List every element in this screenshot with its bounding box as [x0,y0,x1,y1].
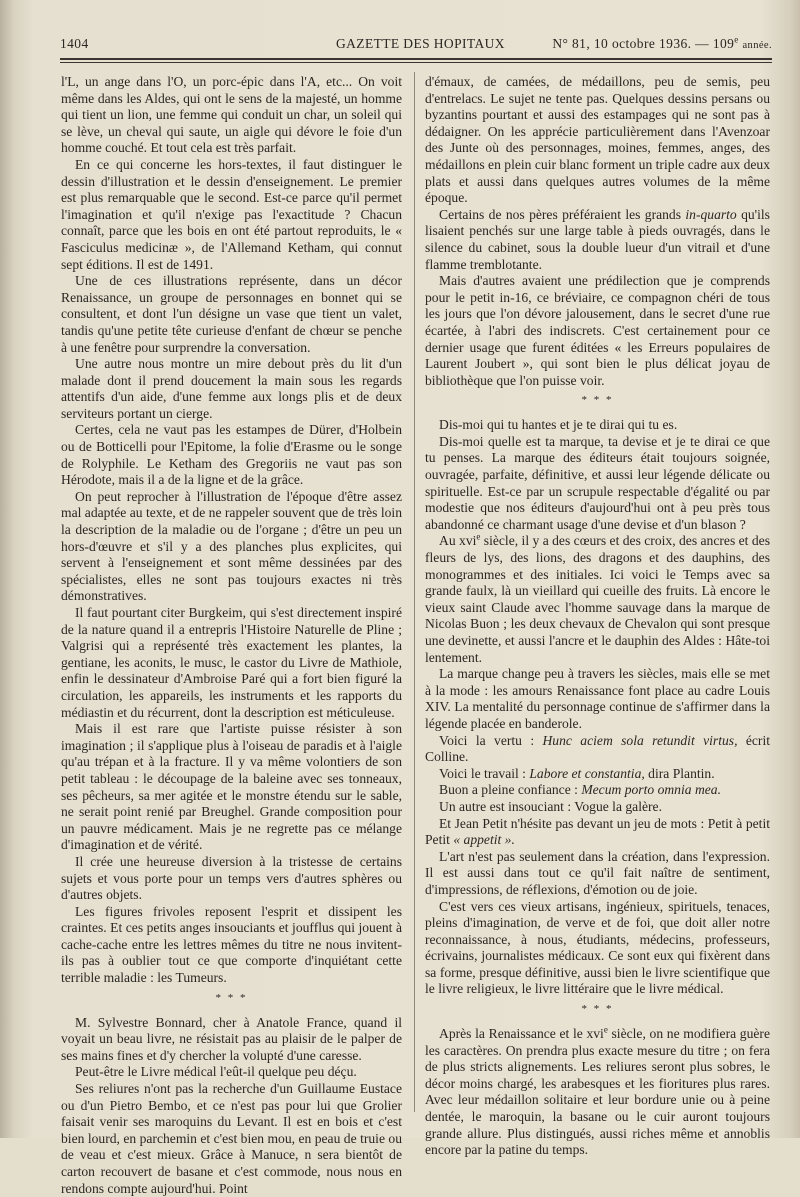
paragraph: La marque change peu à travers les siècles, mais elle se met à la mode : les amours Renaissance font place au cadre Louis XIV. La mentalité du personnage continue de s'affirmer dans la légende placée en banderole. [425,666,770,731]
paragraph: Certains de nos pères préféraient les grands in-quarto qu'ils lisaient penchés sur une large table à pieds ouvragés, dans le silence du cabinet, sous la double lueur d'un vitrail et d'une flamme tremblotante. [425,206,770,272]
paragraph: Dis-moi quelle est ta marque, ta devise et je te dirai ce que tu penses. La marque des éditeurs était toujours soignée, ouvragée, parfaite, définitive, et aussi leur légende délicate ou spirituelle. Est-ce par un scrupule respectable d'égalité ou par modestie que nos éditeurs d'aujourd'hui ont à peu près tous abandonné ce charmant usage d'une devise et d'un blason ? [425,433,770,532]
paragraph: Certes, cela ne vaut pas les estampes de Dürer, d'Holbein ou de Botticelli pour l'Epitome, la folie d'Erasme ou le songe de Rolyphile. Le Ketham des Gregoriis ne vaut pas son Hérodote, mais il a de la ligne et de la grâce. [61,422,402,488]
paragraph: Et Jean Petit n'hésite pas devant un jeu de mots : Petit à petit Petit « appetit ». [425,815,770,848]
left-column [61,74,402,1197]
paragraph: Voici la vertu : Hunc aciem sola retundit virtus, écrit Colline. [425,732,770,765]
paragraph: M. Sylvestre Bonnard, cher à Anatole France, quand il voyait un beau livre, ne résistait pas au plaisir de le palper de ses mains fines et d'y chercher la volupté d'une caresse. [61,1014,402,1063]
paragraph: Il faut pourtant citer Burgkeim, qui s'est directement inspiré de la nature quand il a entrepris l'Histoire Naturelle de Pline ; Valgrisi qui a représenté très exactement les plantes, la gentiane, les aconits, le musc, le castor du Livre de Mathiole, enfin le dessinateur d'Ambroise Paré qui a fort bien figuré la circulation, les appareils, les instruments et les rapports du médiastin et du récurrent, dont la description est méticuleuse. [61,605,402,720]
paragraph: Dis-moi qui tu hantes et je te dirai qui tu es. [439,417,678,433]
paragraph: Il crée une heureuse diversion à la tristesse de certains sujets et vous porte pour un temps vers d'autres sphères ou d'autres objets. [61,853,402,903]
issue-info: N° 81, 10 octobre 1936. — 109e année. [552,34,772,51]
paragraph: Un autre est insouciant : Vogue la galère. [439,798,662,814]
paragraph: Une autre nous montre un mire debout près du lit d'un malade dont il prend doucement la main sous les regards attentifs d'un aide, d'une femme aux longs plis et de deux serviteurs portant un cierge. [61,356,402,421]
section-separator: * * * [215,991,248,1004]
paragraph: Peut-être le Livre médical l'eût-il quelque peu déçu. [75,1064,357,1080]
paragraph: Les figures frivoles reposent l'esprit et dissipent les craintes. Et ces petits anges insouciants et joufflus qui jouent à cache-cache entre les lettres mêmes du titre ne nous invitent-ils pas à oublier tout ce que comporte d'inquiétant cette terrible maladie : les Tumeurs. [61,903,402,986]
journal-title: GAZETTE DES HOPITAUX [336,36,505,51]
paragraph: Mais il est rare que l'artiste puisse résister à son imagination ; il s'applique plus à l'oiseau de paradis et à l'aigle qu'au trépan et à la fracture. Il y va même volontiers de son petit tableau : le découpage de la baleine avec ses tonneaux, ses pêcheurs, sa mer agitée et le monstre étendu sur le sable, ne serait point renié par Breughel. Grande composition pour un pauvre médicament. Mais je ne regrette pas ce mélange d'imagination et de vérité. [61,721,402,853]
header-rule [60,58,772,60]
page-number: 1404 [60,36,89,51]
right-column [425,74,770,1159]
paragraph: L'art n'est pas seulement dans la création, dans l'expression. Il est aussi dans tout ce qu'il fait naître de sentiment, d'impressions, de réflexions, d'émotion ou de joie. [425,848,770,897]
paragraph: Voici le travail : Labore et constantia, dira Plantin. [439,765,715,781]
section-separator: * * * [581,394,614,407]
paragraph: Mais d'autres avaient une prédilection que je comprends pour le petit in-16, ce bréviaire, ce compagnon chéri de tous les jours que l'on dévore jalousement, dans le secret d'une rue écartée, à l'abri des indiscrets. C'est certainement pour ce dernier usage que furent éditées « les Erreurs populaires de Laurent Joubert », qui sont bien le plus délicat joyau de bibliothèque que l'on puisse voir. [425,273,770,388]
paragraph: En ce qui concerne les hors-textes, il faut distinguer le dessin d'illustration et le dessin d'enseignement. Le premier est plus remarquable que le second. Est-ce parce qu'il permet l'imagination et qu'il n'exige pas l'exactitude ? Chacun connaît, parce que les bois en ont été partout reproduits, le « Fasciculus medicinæ », de l'Allemand Ketham, qui connut sept éditions. Il est de 1491. [61,156,402,272]
paragraph: Une de ces illustrations représente, dans un décor Renaissance, un groupe de personnages en bonnet qui se consultent, et dont l'un désigne un vase que tient un valet, tandis qu'une petite tête curieuse d'enfant de chœur se penche à une fenêtre pour surprendre la conversation. [61,273,402,355]
paragraph: d'émaux, de camées, de médaillons, peu de semis, peu d'entrelacs. Le sujet ne tente pas. Quelques dessins persans ou byzantins pourtant et aussi des estampages qui ne sont pas à dédaigner. On les apprécie particulièrement dans l'Avenzoar des Junte où des personnages, moines, femmes, anges, des médaillons en plein cuir blanc forment un triple cadre aux deux plats et aussi dans quelques autres volumes de la même époque. [425,74,771,206]
paragraph: l'L, un ange dans l'O, un porc-épic dans l'A, etc... On voit même dans les Aldes, qui ont le sens de la majesté, un homme qui tient un lion, une femme qui conduit un char, un soleil qui se lève, un cheval qui saute, un aigle qui dévore le foie d'un homme couché. Et tout cela est très parfait. [61,74,402,156]
section-separator: * * * [581,1003,614,1016]
column-divider [414,72,415,1112]
paragraph: Ses reliures n'ont pas la recherche d'un Guillaume Eustace ou d'un Pietro Bembo, et ce n'est pas pour lui que Grolier faisait venir ses maroquins du Levant. Il est en bois et c'est bien lourd, en parchemin et c'est bien mou, en peau de truie ou de veau et c'est mieux. Grâce à Manuce, n sera bientôt de carton recouvert de basane et c'est commode, nous nous en rendons compte aujourd'hui. Point [61,1081,402,1196]
paragraph: Au xvi$^e$ siècle, il y a des cœurs et des croix, des ancres et des fleurs de lys, des lions, des dragons et des dauphins, des monogrammes et des initiales. Ici voici le Temps avec sa grande faulx, là un vieillard qui cueille des fruits. Là encore le vieux saint Claude avec l'homme sauvage dans la marque de Nicolas Buon ; les deux chevaux de Chevalon qui sont presque une devinette, et aussi l'ancre et le dauphin des Aldes : Hâte-toi lentement. [425,531,770,665]
paragraph: On peut reprocher à l'illustration de l'époque d'être assez mal adaptée au texte, et de ne rappeler souvent que de très loin la description de la maladie ou de l'organe ; d'être un peu un hors-d'œuvre et s'il y a des planches plus explicites, qui servent à l'enseignement et sont même dessinées par des spécialistes, elles ne sont pas toujours exactes ni très démonstratives. [61,488,402,604]
page-header [60,36,772,54]
header-rule-thin [60,62,772,63]
paragraph: C'est vers ces vieux artisans, ingénieux, spirituels, tenaces, pleins d'imagination, de verve et de foi, que doit aller notre reconnaissance, à nous, étudiants, médecins, professeurs, écrivains, journalistes médicaux. Ce sont eux qui fixèrent dans sa forme, presque définitive, aussi bien le livre scientifique que le livre religieux, le livre littéraire que le livre médical. [425,898,770,997]
paragraph: Après la Renaissance et le xvi$^e$ siècle, on ne modifiera guère les caractères. On prendra plus exacte mesure du titre ; on fera de plus stricts alignements. Les reliures seront plus sobres, le décor moins chargé, les arabesques et les fioritures plus rares. Avec leur médaillon solitaire et leur bordure unie ou à peine dentée, le maroquin, la basane ou le cuir auront toujours grande allure. Plus distingués, aussi riches même et annoblis encore par la patine du temps. [425,1024,770,1158]
paragraph: Buon a pleine confiance : Mecum porto omnia mea. [439,782,722,798]
